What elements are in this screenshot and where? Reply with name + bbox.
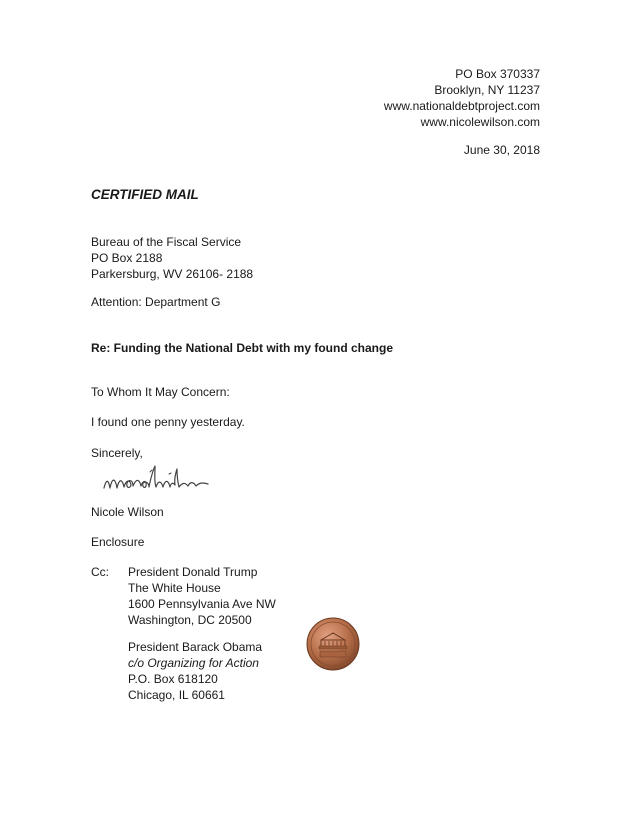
cc1-name: President Donald Trump (128, 565, 258, 579)
recipient-address (91, 234, 253, 282)
cc-recipient-trump (128, 564, 276, 628)
cc-label: Cc: (91, 565, 109, 579)
sender-website-2: www.nicolewilson.com (420, 115, 540, 129)
sender-address (384, 66, 540, 130)
enclosure-note: Enclosure (91, 535, 145, 549)
sender-website-1: www.nationaldebtproject.com (383, 99, 540, 113)
letter-date: June 30, 2018 (463, 143, 540, 157)
cc2-org: c/o Organizing for Action (128, 656, 259, 670)
cc2-po-box: P.O. Box 618120 (128, 672, 218, 686)
sender-city: Brooklyn, NY 11237 (434, 83, 540, 97)
cc2-city: Chicago, IL 60661 (128, 688, 225, 702)
salutation: To Whom It May Concern: (91, 385, 230, 399)
certified-mail-heading: CERTIFIED MAIL (91, 187, 199, 202)
penny-image (305, 616, 361, 672)
recipient-city: Parkersburg, WV 26106- 2188 (91, 267, 254, 281)
sender-po-box: PO Box 370337 (455, 67, 540, 81)
cc1-city: Washington, DC 20500 (128, 613, 252, 627)
recipient-po-box: PO Box 2188 (91, 251, 163, 265)
subject-line: Re: Funding the National Debt with my found change (91, 341, 393, 355)
cc2-name: President Barack Obama (128, 640, 263, 654)
signature-image (100, 458, 250, 498)
letter-body: I found one penny yesterday. (91, 415, 245, 429)
cc1-street: 1600 Pennsylvania Ave NW (128, 597, 276, 611)
attention-line: Attention: Department G (91, 295, 221, 309)
penny-coin (305, 616, 361, 676)
cc-recipient-obama (128, 639, 262, 703)
cc1-org: The White House (128, 581, 221, 595)
recipient-name: Bureau of the Fiscal Service (91, 235, 242, 249)
closing: Sincerely, (91, 446, 143, 460)
signer-name: Nicole Wilson (91, 505, 164, 519)
signature (100, 458, 250, 502)
